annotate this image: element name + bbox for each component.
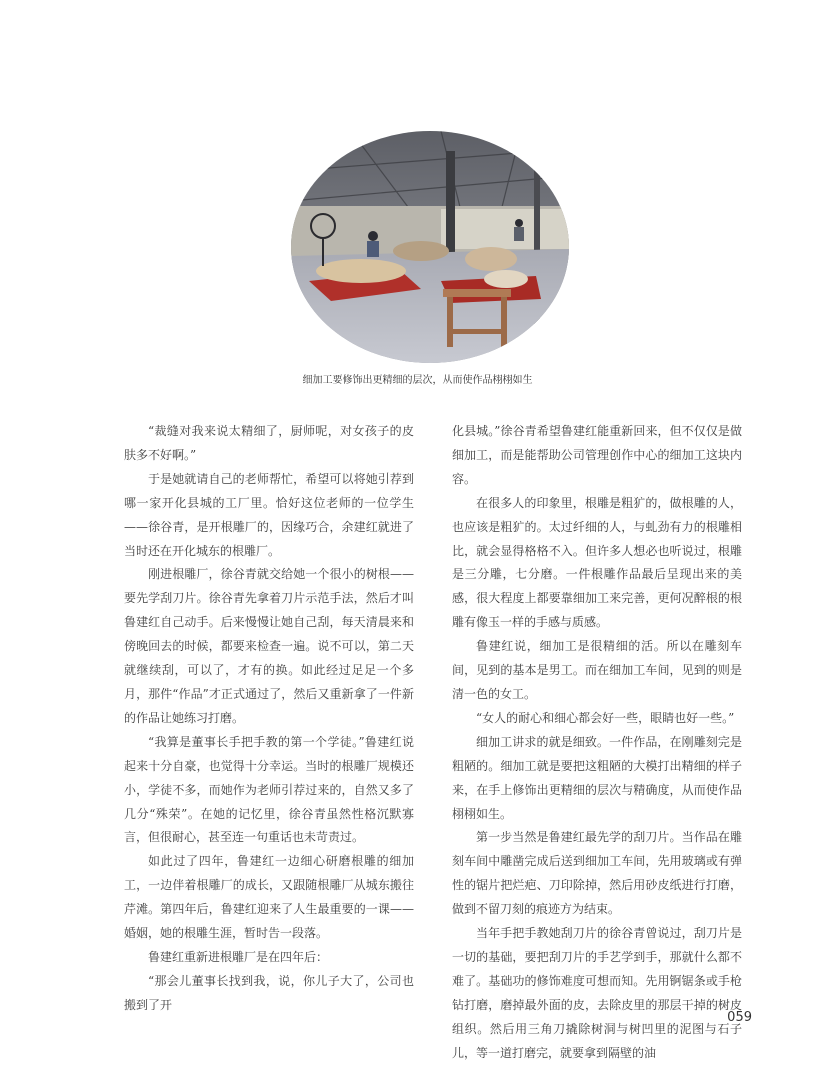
left-column [124, 420, 414, 1018]
page-number: 059 [727, 1010, 752, 1025]
paragraph: 细加工讲求的就是细致。一件作品，在刚雕刻完是粗陋的。细加工就是要把这粗陋的大模打出精细的样子来，在手上修饰出更精细的层次与精确度，从而使作品栩栩如生。 [452, 734, 742, 821]
workshop-photo [291, 131, 569, 363]
paragraph: 化县城。”徐谷青希望鲁建红能重新回来，但不仅仅是做细加工，而是能帮助公司管理创作中心的细加工这块内容。 [452, 424, 742, 486]
paragraph: 于是她就请自己的老师帮忙，希望可以将她引荐到哪一家开化县城的工厂里。恰好这位老师的一位学生——徐谷青，是开根雕厂的，因缘巧合，余建红就进了当时还在开化城东的根雕厂。 [124, 471, 414, 558]
paragraph: “裁缝对我来说太精细了，厨师呢，对女孩子的皮肤多不好啊。” [124, 424, 414, 462]
paragraph: “我算是董事长手把手教的第一个学徒。”鲁建红说起来十分自豪，也觉得十分幸运。当时的根雕厂规模还小，学徒不多，而她作为老师引荐过来的，自然又多了几分“殊荣”。在她的记忆里，徐谷青虽然性格沉默寡言，但很耐心，甚至连一句重话也未苛责过。 [124, 734, 414, 845]
paragraph: 在很多人的印象里，根雕是粗犷的，做根雕的人，也应该是粗犷的。太过纤细的人，与虬劲有力的根雕相比，就会显得格格不入。但许多人想必也听说过，根雕是三分雕，七分磨。一件根雕作品最后呈现出来的美感，很大程度上都要靠细加工来完善，更何况醉根的根雕有像玉一样的手感与质感。 [452, 495, 742, 630]
paragraph: 第一步当然是鲁建红最先学的刮刀片。当作品在雕刻车间中雕凿完成后送到细加工车间，先用玻璃或有弹性的锯片把烂疤、刀印除掉，然后用砂皮纸进行打磨，做到不留刀刻的痕迹方为结束。 [452, 830, 742, 917]
paragraph: 当年手把手教她刮刀片的徐谷青曾说过，刮刀片是一切的基础，要把刮刀片的手艺学到手，那就什么都不难了。基础功的修饰难度可想而知。先用锕锯条或手枪钻打磨，磨掉最外面的皮，去除皮里的那层干掉的树皮组织。然后用三角刀撬除树洞与树凹里的泥图与石子儿，等一道打磨完，就要拿到隔壁的油 [452, 926, 742, 1060]
photo-caption: 细加工要修饰出更精细的层次，从而使作品栩栩如生 [302, 375, 533, 386]
paragraph: 鲁建红说，细加工是很精细的活。所以在雕刻车间，见到的基本是男工。而在细加工车间，见到的则是清一色的女工。 [452, 639, 742, 701]
paragraph: 鲁建红重新进根雕厂是在四年后： [148, 949, 329, 964]
paragraph: 刚进根雕厂，徐谷青就交给她一个很小的树根——要先学刮刀片。徐谷青先拿着刀片示范手法，然后才叫鲁建红自己动手。后来慢慢让她自己刮，每天清晨来和傍晚回去的时候，都要来检查一遍。说不可以，第二天就继续刮，可以了，才有的换。如此经过足足一个多月，那件“作品”才正式通过了，然后又重新拿了一件新的作品让她练习打磨。 [124, 567, 414, 725]
paragraph: “女人的耐心和细心都会好一些，眼睛也好一些。” [476, 710, 735, 725]
right-column [452, 420, 742, 1065]
paragraph: 如此过了四年，鲁建红一边细心研磨根雕的细加工，一边伴着根雕厂的成长，又跟随根雕厂从城东搬往芹滩。第四年后，鲁建红迎来了人生最重要的一课——婚姻，她的根雕生涯，暂时告一段落。 [124, 854, 414, 941]
paragraph: “那会儿董事长找到我，说，你儿子大了，公司也搬到了开 [124, 973, 414, 1012]
